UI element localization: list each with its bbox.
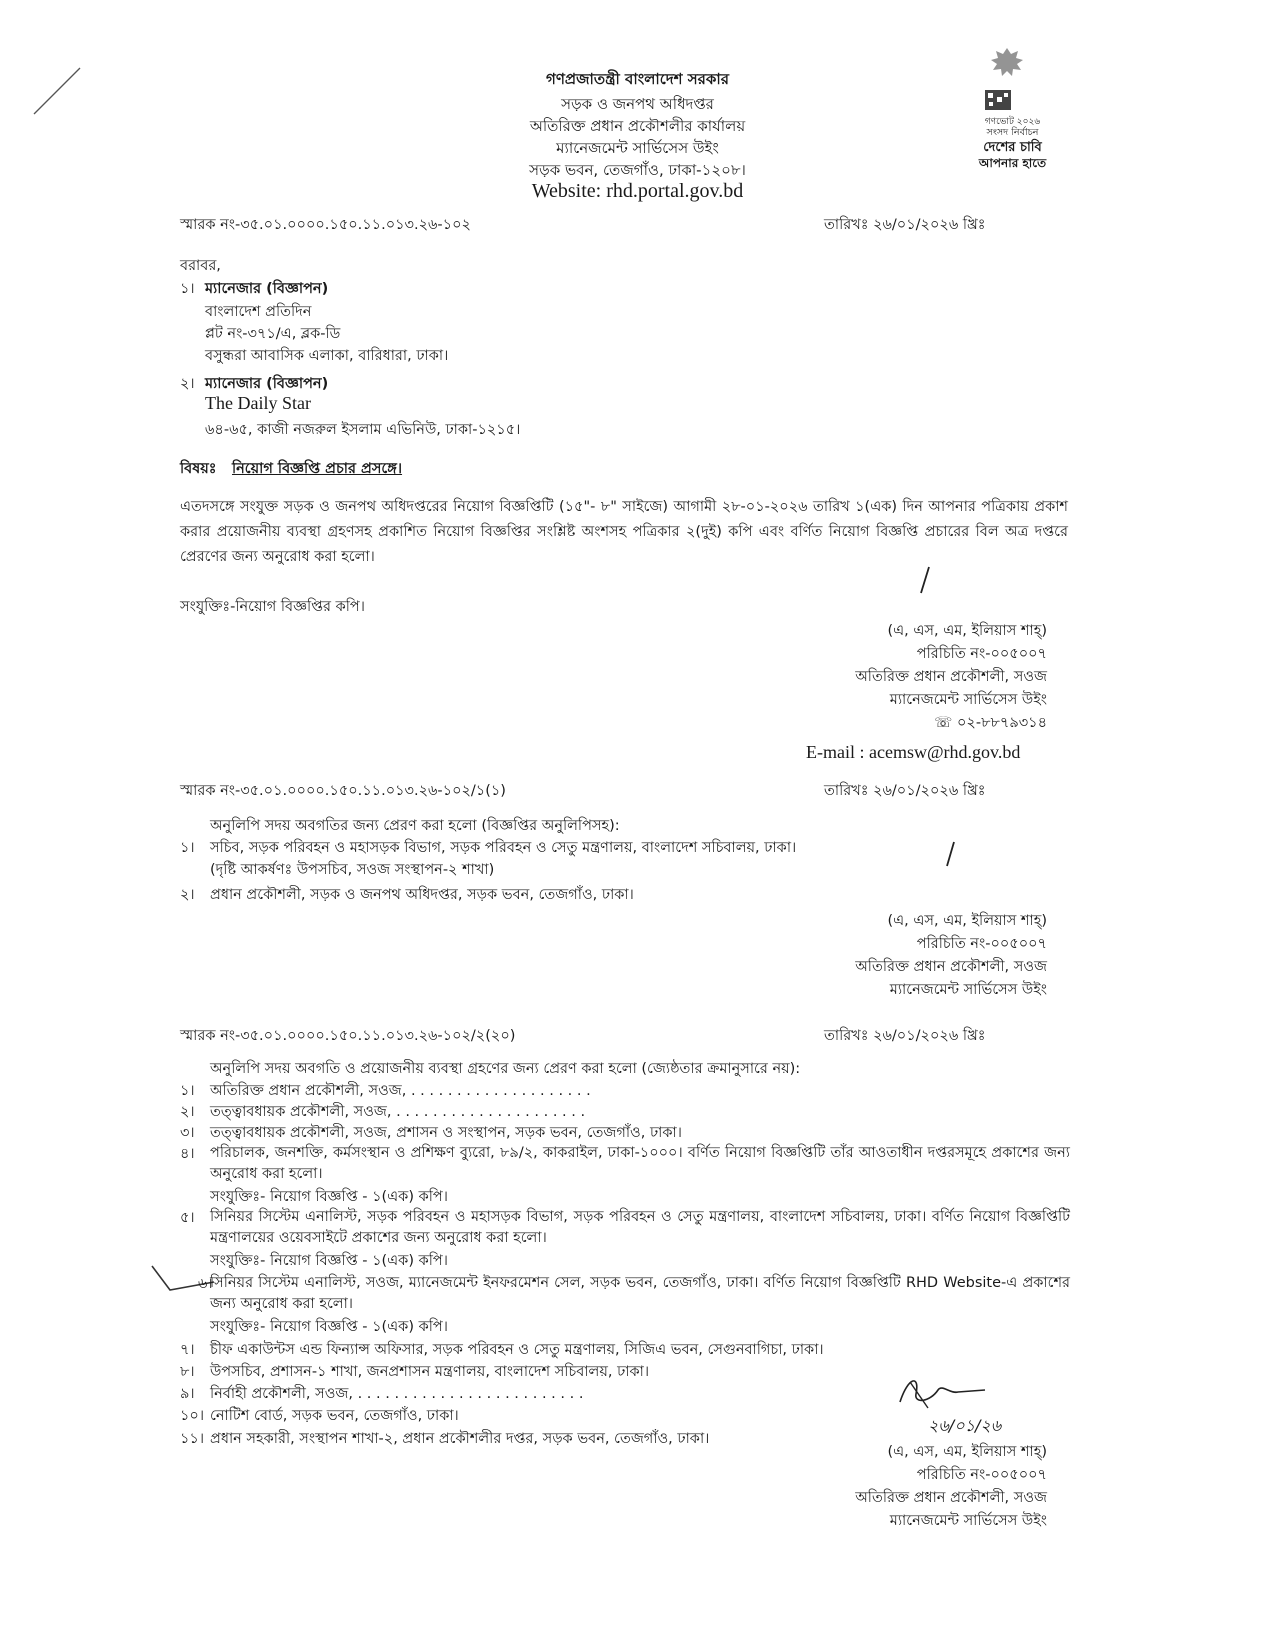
- memo3-signature: [855, 1441, 1047, 1533]
- signer-wing: ম্যানেজমেন্ট সার্ভিসেস উইং: [889, 982, 1047, 998]
- memo3-item-num: ৩।: [180, 1125, 195, 1141]
- memo3-item-num: ৮।: [180, 1364, 195, 1380]
- memo3-item-text: সিনিয়র সিস্টেম এনালিস্ট, সড়ক পরিবহন ও মহাসড়ক বিভাগ, সড়ক পরিবহন ও সেতু মন্ত্রণালয়, বাংলাদেশ সচিবালয়, ঢাকা। বর্ণিত নিয়োগ বিজ্ঞপ্তিটি মন্ত্রণালয়ের ওয়েবসাইটে প্রকাশের জন্য অনুরোধ করা হলো।: [210, 1209, 1070, 1246]
- header-government: গণপ্রজাতন্ত্রী বাংলাদেশ সরকার: [546, 70, 729, 88]
- memo3-item-num: ৬।: [198, 1276, 213, 1292]
- badge-line3: দেশের চাবি: [983, 140, 1042, 155]
- memo3-item-num: ১০।: [180, 1408, 205, 1424]
- memo3-item-attach: সংযুক্তিঃ- নিয়োগ বিজ্ঞপ্তি - ১(এক) কপি।: [210, 1253, 448, 1269]
- memo2-item-1-sub: (দৃষ্টি আকর্ষণঃ উপসচিব, সওজ সংস্থাপন-২ শাখা): [210, 862, 495, 878]
- memo3-item-attach: সংযুক্তিঃ- নিয়োগ বিজ্ঞপ্তি - ১(এক) কপি।: [210, 1189, 448, 1205]
- memo2-signature: [855, 910, 1047, 1002]
- memo3-item-num: ৭।: [180, 1342, 195, 1358]
- signer-title: অতিরিক্ত প্রধান প্রকৌশলী, সওজ: [855, 669, 1047, 685]
- memo3-item-num: ৪।: [180, 1146, 195, 1162]
- recipient-2-line2: ৬৪-৬৫, কাজী নজরুল ইসলাম এভিনিউ, ঢাকা-১২১৫।: [205, 422, 521, 438]
- signer-email: E-mail : acemsw@rhd.gov.bd: [806, 742, 1021, 762]
- signer-id: পরিচিতি নং-০০৫০০৭: [916, 936, 1047, 952]
- signer-name: (এ, এস, এম, ইলিয়াস শাহ্): [887, 913, 1047, 929]
- signer-id: পরিচিতি নং-০০৫০০৭: [916, 1467, 1047, 1483]
- header-department: সড়ক ও জনপথ অধিদপ্তর: [561, 95, 714, 113]
- memo3-item-text: প্রধান সহকারী, সংস্থাপন শাখা-২, প্রধান প্রকৌশলীর দপ্তর, সড়ক ভবন, তেজগাঁও, ঢাকা।: [210, 1431, 710, 1447]
- memo2-intro: অনুলিপি সদয় অবগতির জন্য প্রেরণ করা হলো (বিজ্ঞপ্তির অনুলিপিসহ):: [210, 818, 620, 834]
- signer-phone: ☏ ০২-৮৮৭৯৩১৪: [934, 715, 1047, 731]
- memo2-item-1-num: ১।: [180, 840, 195, 856]
- recipient-2-line1: The Daily Star: [205, 393, 311, 413]
- subject-label: বিষয়ঃ: [180, 461, 217, 477]
- memo3-date: তারিখঃ ২৬/০১/২০২৬ খ্রিঃ: [824, 1028, 986, 1044]
- ballot-icon: [977, 44, 1037, 114]
- memo3-item-text: তত্ত্বাবধায়ক প্রকৌশলী, সওজ, প্রশাসন ও সংস্থাপন, সড়ক ভবন, তেজগাঁও, ঢাকা।: [210, 1125, 682, 1141]
- header-website: Website: rhd.portal.gov.bd: [531, 180, 744, 202]
- recipient-2-title: ম্যানেজার (বিজ্ঞাপন): [205, 376, 329, 392]
- memo2-date: তারিখঃ ২৬/০১/২০২৬ খ্রিঃ: [824, 783, 986, 799]
- recipient-1-title: ম্যানেজার (বিজ্ঞাপন): [205, 281, 329, 297]
- recipient-2-num: ২।: [180, 376, 195, 392]
- badge-line2: সংসদ নির্বাচন: [986, 127, 1039, 138]
- to-label: বরাবর,: [180, 258, 221, 274]
- memo3-item-num: ৯।: [180, 1386, 195, 1402]
- memo3-item-text: নির্বাহী প্রকৌশলী, সওজ, . . . . . . . . . . . . . . . . . . . . . . . . .: [210, 1386, 584, 1402]
- memo3-item-text: চীফ একাউন্টস এন্ড ফিন্যান্স অফিসার, সড়ক পরিবহন ও সেতু মন্ত্রণালয়, সিজিএ ভবন, সেগুনবাগিচা, ঢাকা।: [210, 1342, 824, 1358]
- subject-text: নিয়োগ বিজ্ঞপ্তি প্রচার প্রসঙ্গে।: [232, 461, 403, 477]
- memo1-ref: স্মারক নং-৩৫.০১.০০০০.১৫০.১১.০১৩.২৬-১০২: [180, 217, 471, 233]
- memo2-item-2-text: প্রধান প্রকৌশলী, সড়ক ও জনপথ অধিদপ্তর, সড়ক ভবন, তেজগাঁও, ঢাকা।: [210, 887, 634, 903]
- signer-id: পরিচিতি নং-০০৫০০৭: [916, 646, 1047, 662]
- memo2-ref: স্মারক নং-৩৫.০১.০০০০.১৫০.১১.০১৩.২৬-১০২/১(১): [180, 783, 506, 799]
- memo3-item-text: সিনিয়র সিস্টেম এনালিস্ট, সওজ, ম্যানেজমেন্ট ইনফরমেশন সেল, সড়ক ভবন, তেজগাঁও, ঢাকা। বর্ণিত নিয়োগ বিজ্ঞপ্তিটি RHD Website-এ প্রকাশের জন্য অনুরোধ করা হলো।: [210, 1275, 1070, 1312]
- memo1-signature: [855, 620, 1047, 735]
- memo3-item-text: নোটিশ বোর্ড, সড়ক ভবন, তেজগাঁও, ঢাকা।: [210, 1408, 459, 1424]
- memo3-item-attach: সংযুক্তিঃ- নিয়োগ বিজ্ঞপ্তি - ১(এক) কপি।: [210, 1319, 448, 1335]
- signer-title: অতিরিক্ত প্রধান প্রকৌশলী, সওজ: [855, 1490, 1047, 1506]
- signature-mark: [915, 565, 935, 595]
- memo2-item-1-text: সচিব, সড়ক পরিবহন ও মহাসড়ক বিভাগ, সড়ক পরিবহন ও সেতু মন্ত্রণালয়, বাংলাদেশ সচিবালয়, ঢাকা।: [210, 840, 797, 856]
- memo3-ref: স্মারক নং-৩৫.০১.০০০০.১৫০.১১.০১৩.২৬-১০২/২(২০): [180, 1028, 516, 1044]
- election-badge: [965, 44, 1060, 179]
- memo1-attachment: সংযুক্তিঃ-নিয়োগ বিজ্ঞপ্তির কপি।: [180, 599, 365, 615]
- recipient-1-num: ১।: [180, 281, 195, 297]
- memo3-item-text: তত্ত্বাবধায়ক প্রকৌশলী, সওজ, . . . . . . . . . . . . . . . . . . . . .: [210, 1104, 586, 1120]
- signer-title: অতিরিক্ত প্রধান প্রকৌশলী, সওজ: [855, 959, 1047, 975]
- recipient-1-line3: বসুন্ধরা আবাসিক এলাকা, বারিধারা, ঢাকা।: [205, 348, 449, 364]
- recipient-1-line1: বাংলাদেশ প্রতিদিন: [205, 304, 312, 320]
- memo1-date: তারিখঃ ২৬/০১/২০২৬ খ্রিঃ: [824, 217, 986, 233]
- signer-wing: ম্যানেজমেন্ট সার্ভিসেস উইং: [889, 1513, 1047, 1529]
- signer-name: (এ, এস, এম, ইলিয়াস শাহ্): [887, 623, 1047, 639]
- signer-name: (এ, এস, এম, ইলিয়াস শাহ্): [887, 1444, 1047, 1460]
- handwritten-signature: [890, 1372, 1020, 1417]
- header-office: অতিরিক্ত প্রধান প্রকৌশলীর কার্যালয়: [529, 117, 746, 135]
- header-wing: ম্যানেজমেন্ট সার্ভিসেস উইং: [556, 139, 719, 157]
- badge-line4: আপনার হাতে: [978, 156, 1047, 170]
- memo3-item-text: অতিরিক্ত প্রধান প্রকৌশলী, সওজ, . . . . . . . . . . . . . . . . . . . .: [210, 1083, 591, 1099]
- signature-mark: [940, 840, 960, 870]
- recipient-1-line2: প্লট নং-৩৭১/এ, ব্লক-ডি: [205, 326, 341, 342]
- memo3-item-text: উপসচিব, প্রশাসন-১ শাখা, জনপ্রশাসন মন্ত্রণালয়, বাংলাদেশ সচিবালয়, ঢাকা।: [210, 1364, 650, 1380]
- memo3-item-num: ১।: [180, 1083, 195, 1099]
- header-address: সড়ক ভবন, তেজগাঁও, ঢাকা-১২০৮।: [529, 161, 746, 179]
- memo3-item-num: ২।: [180, 1104, 195, 1120]
- memo3-intro: অনুলিপি সদয় অবগতি ও প্রয়োজনীয় ব্যবস্থা গ্রহণের জন্য প্রেরণ করা হলো (জ্যেষ্ঠতার ক্রমানুসারে নয়):: [210, 1061, 801, 1077]
- memo3-item-num: ১১।: [180, 1431, 205, 1447]
- badge-line1: গণভোট ২০২৬: [984, 117, 1041, 127]
- memo1-body: এতদসঙ্গে সংযুক্ত সড়ক ও জনপথ অধিদপ্তরের নিয়োগ বিজ্ঞপ্তিটি (১৫"- ৮" সাইজে) আগামী ২৮-০১-২০২৬ তারিখ ১(এক) দিন আপনার পত্রিকায় প্রকাশ করার প্রয়োজনীয় ব্যবস্থা গ্রহণসহ প্রকাশিত নিয়োগ বিজ্ঞপ্তির সংশ্লিষ্ট অংশসহ পত্রিকার ২(দুই) কপি এবং বর্ণিত নিয়োগ বিজ্ঞপ্তি প্রচারের বিল অত্র দপ্তরে প্রেরণের জন্য অনুরোধ করা হলো।: [180, 499, 1068, 565]
- signer-wing: ম্যানেজমেন্ট সার্ভিসেস উইং: [889, 692, 1047, 708]
- memo3-item-text: পরিচালক, জনশক্তি, কর্মসংস্থান ও প্রশিক্ষণ ব্যুরো, ৮৯/২, কাকরাইল, ঢাকা-১০০০। বর্ণিত নিয়োগ বিজ্ঞপ্তিটি তাঁর আওতাধীন দপ্তরসমূহে প্রকাশের জন্য অনুরোধ করা হলো।: [210, 1145, 1070, 1182]
- memo2-item-2-num: ২।: [180, 887, 195, 903]
- handwritten-date: ২৬/০১/২৬: [928, 1416, 1002, 1435]
- memo3-item-num: ৫।: [180, 1210, 195, 1226]
